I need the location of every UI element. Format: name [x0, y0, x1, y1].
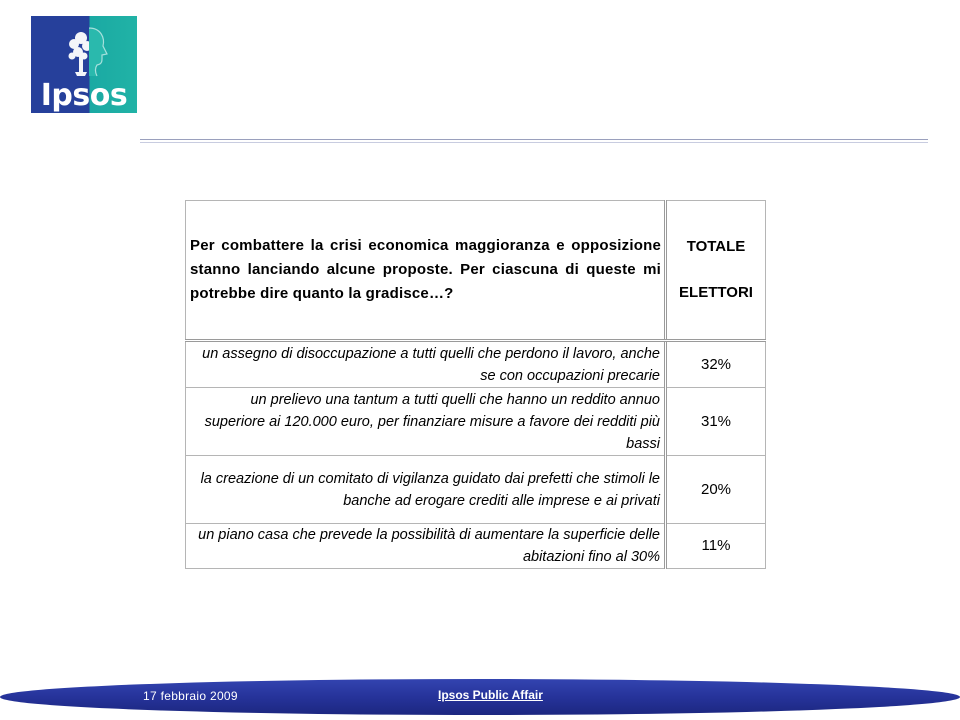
question-cell: Per combattere la crisi economica maggioranza e opposizione stanno lanciando alcune proposte. Per ciascuna di queste mi potrebbe dire quanto la gradisce…? [186, 201, 666, 341]
ipsos-logo [31, 16, 137, 113]
table-row [186, 524, 766, 569]
footer-brand-link[interactable]: Ipsos Public Affair [438, 688, 543, 702]
proposal-label: un assegno di disoccupazione a tutti quelli che perdono il lavoro, anche se con occupazioni precarie [186, 341, 666, 388]
total-header-line2: ELETTORI [679, 284, 753, 301]
survey-table [185, 200, 766, 569]
proposal-label: un prelievo una tantum a tutti quelli che hanno un reddito annuo superiore ai 120.000 euro, per finanziare misure a favore dei redditi più bassi [186, 388, 666, 456]
total-header-line1: TOTALE [686, 238, 746, 255]
footer-date: 17 febbraio 2009 [143, 689, 238, 703]
proposal-value: 20% [666, 456, 766, 524]
table-header-row [186, 201, 766, 341]
footer-bar [0, 676, 960, 716]
table-row [186, 388, 766, 456]
proposal-label: un piano casa che prevede la possibilità di aumentare la superficie delle abitazioni fino al 30% [186, 524, 666, 569]
logo-wordmark: Ipsos [40, 78, 128, 113]
head-profile-icon [31, 16, 137, 86]
header-divider [140, 139, 928, 143]
proposal-value: 11% [666, 524, 766, 569]
total-header-cell [666, 201, 766, 341]
proposal-label: la creazione di un comitato di vigilanza guidato dai prefetti che stimoli le banche ad erogare crediti alle imprese e ai privati [186, 456, 666, 524]
table-row [186, 456, 766, 524]
table-row [186, 341, 766, 388]
proposal-value: 32% [666, 341, 766, 388]
proposal-value: 31% [666, 388, 766, 456]
